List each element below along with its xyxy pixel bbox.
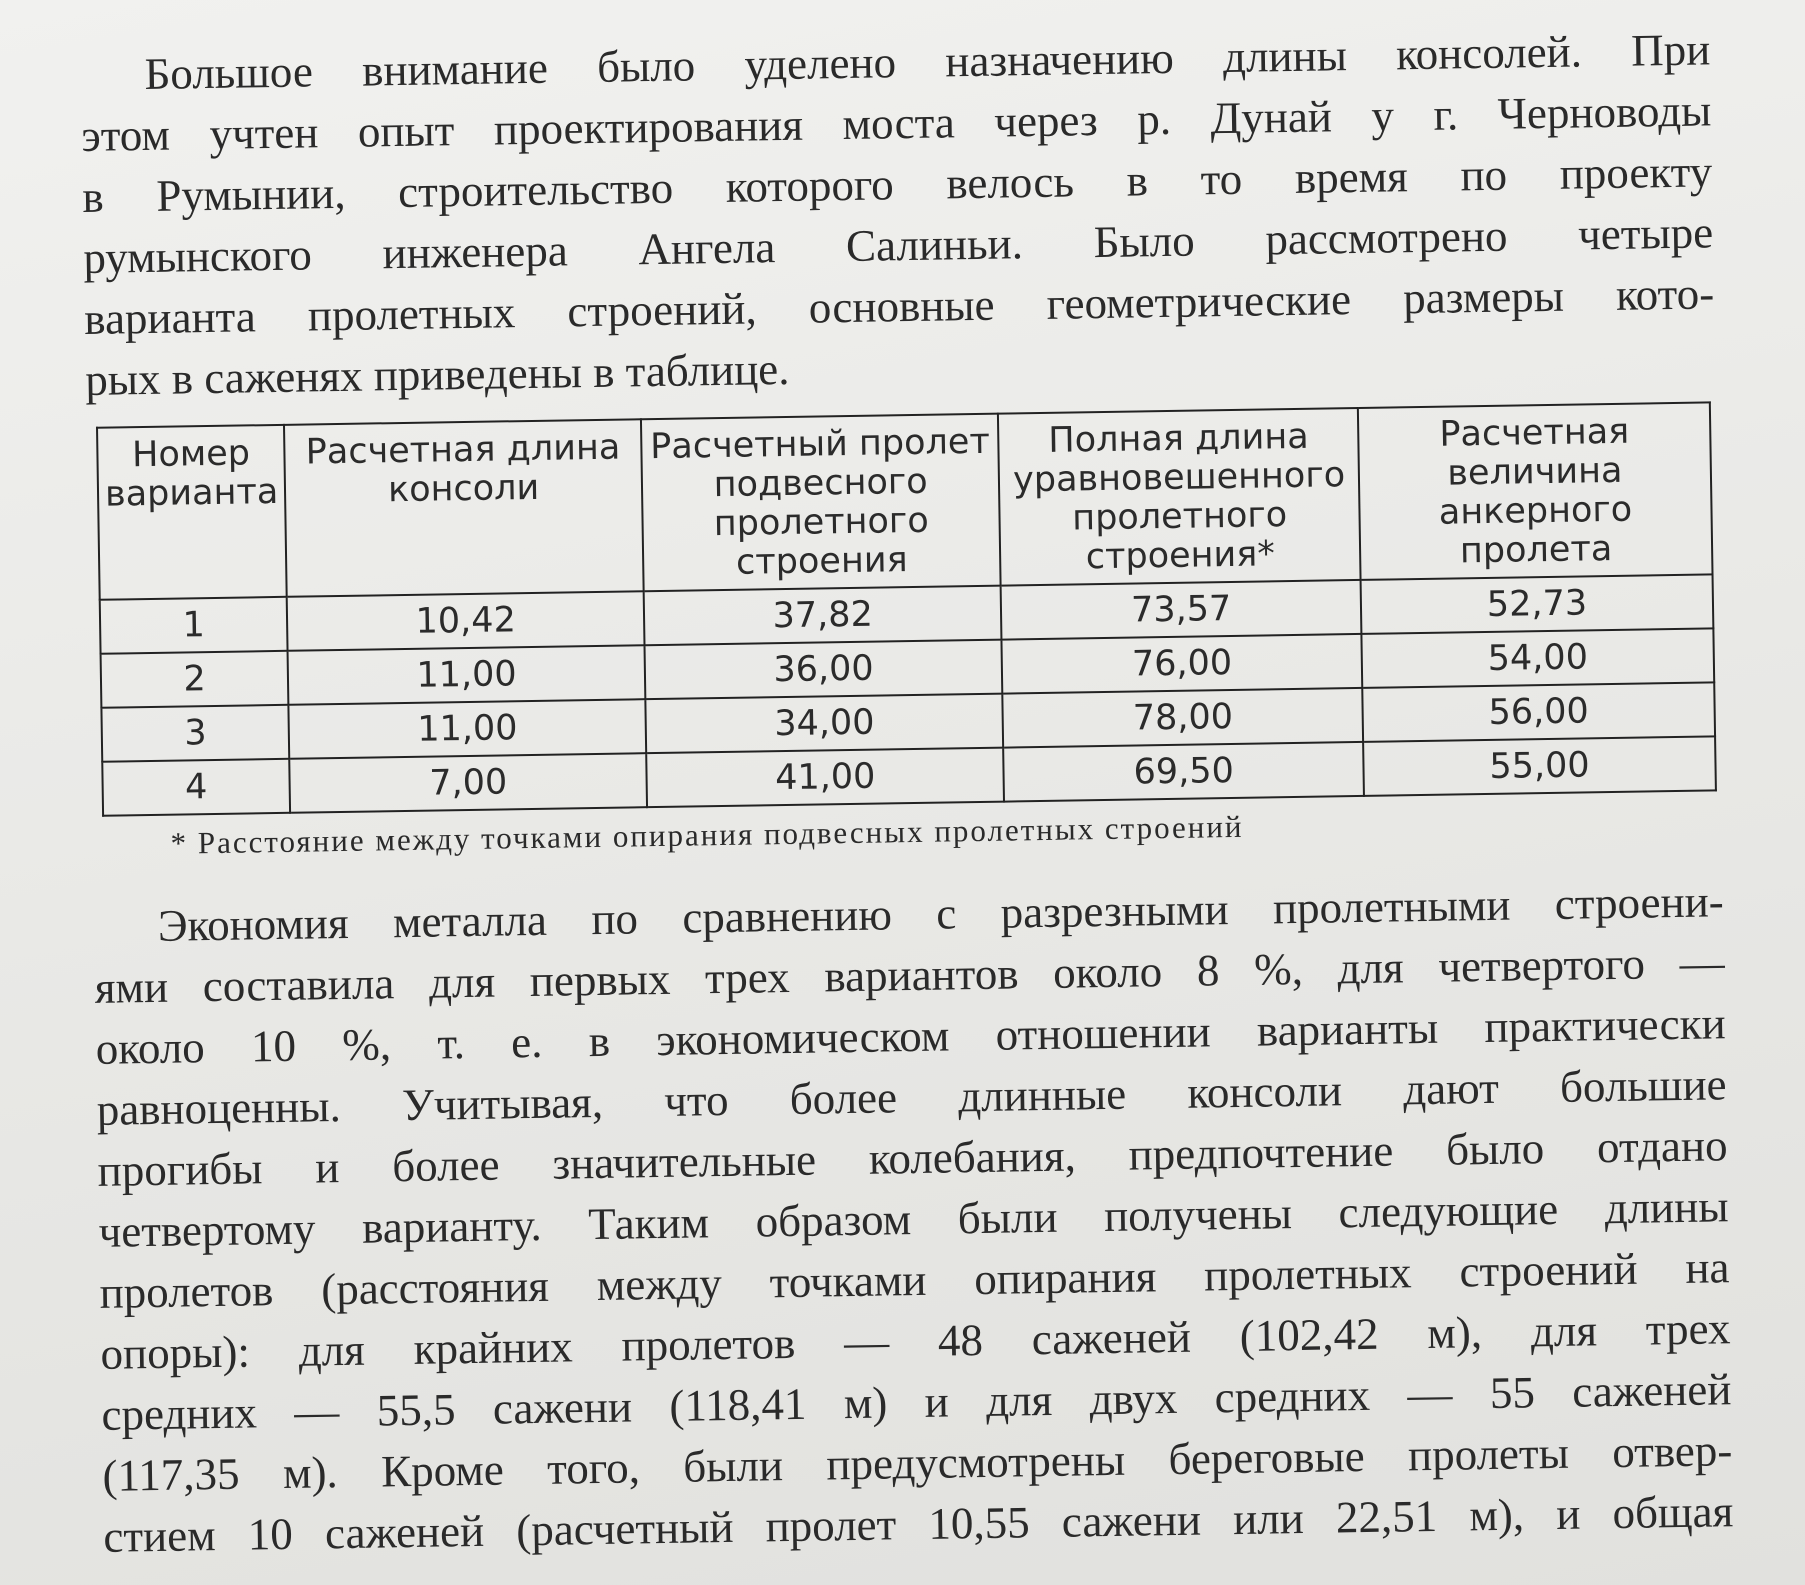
text-line: средних — 55,5 сажени (118,41 м) и для двух средних — 55 саженей [101, 1364, 1732, 1440]
text-line: рых в саженях приведены в таблице. [84, 343, 790, 405]
text-line: опоры): для крайних пролетов — 48 саженей (102,42 м), для трех [100, 1303, 1731, 1379]
table-cell: 41,00 [646, 748, 1004, 808]
text-line: (117,35 м). Кроме того, были предусмотрены береговые пролеты отвер- [102, 1425, 1733, 1501]
text-line: варианта пролетных строений, основные геометрические размеры кото- [83, 268, 1715, 344]
table-cell: 2 [101, 651, 289, 708]
text-line: около 10 %, т. е. в экономическом отношении варианты практически [95, 998, 1726, 1074]
text-line: Большое внимание было уделено назначению длины консолей. При [144, 24, 1711, 99]
table-cell: 4 [102, 759, 290, 816]
header-full-length: Полная длина уравновешенного пролетного строения* [998, 408, 1360, 586]
table-cell: 69,50 [1003, 742, 1364, 802]
table-cell: 10,42 [287, 591, 645, 651]
table-cell: 3 [101, 705, 289, 762]
text-line: этом учтен опыт проектирования моста через р. Дунай у г. Черноводы [81, 85, 1712, 161]
table-cell: 34,00 [645, 694, 1003, 754]
table-cell: 73,57 [1001, 580, 1362, 640]
header-console-length: Расчетная длина консоли [284, 419, 643, 597]
body-paragraph [93, 871, 1733, 1568]
header-suspended-span: Расчетный пролет подвесного пролетного строения [641, 414, 1001, 592]
text-line: пролетов (расстояния между точками опирания пролетных строений на [99, 1242, 1730, 1318]
text-line: прогибы и более значительные колебания, предпочтение было отдано [97, 1120, 1728, 1196]
table-cell: 7,00 [289, 753, 647, 813]
text-line: равноценны. Учитывая, что более длинные консоли дают большие [96, 1059, 1727, 1135]
table-cell: 76,00 [1002, 634, 1363, 694]
table-header-row [97, 402, 1713, 599]
book-page [80, 19, 1734, 1567]
text-line: стием 10 саженей (расчетный пролет 10,55 сажени или 22,51 м), и общая [103, 1486, 1734, 1562]
table-cell: 56,00 [1362, 682, 1715, 742]
header-anchor-span: Расчетная величина анкерного пролета [1358, 402, 1713, 580]
spans-table [96, 401, 1717, 816]
table-cell: 36,00 [644, 640, 1002, 700]
text-line: в Румынии, строительство которого велось в то время по проекту [81, 146, 1713, 222]
text-line: четвертому варианту. Таким образом были получены следующие длины [98, 1181, 1729, 1257]
table-cell: 11,00 [289, 699, 647, 759]
table-cell: 78,00 [1003, 688, 1364, 748]
table-cell: 37,82 [644, 586, 1002, 646]
table-cell: 52,73 [1361, 574, 1714, 634]
table-cell: 54,00 [1361, 628, 1714, 688]
table-cell: 11,00 [288, 645, 646, 705]
table-cell: 1 [100, 597, 288, 654]
text-line: ями составила для первых трех вариантов около 8 %, для четвертого — [94, 937, 1726, 1013]
header-variant-number: Номер варианта [97, 425, 287, 600]
table-cell: 55,00 [1363, 736, 1716, 796]
text-line: румынского инженера Ангела Салиньи. Было рассмотрено четыре [82, 207, 1714, 283]
intro-paragraph [80, 19, 1716, 411]
table-footnote: * Расстояние между точками опирания подвесных пролетных строений [170, 808, 1244, 861]
text-line: Экономия металла по сравнению с разрезными пролетными строени- [157, 876, 1725, 951]
